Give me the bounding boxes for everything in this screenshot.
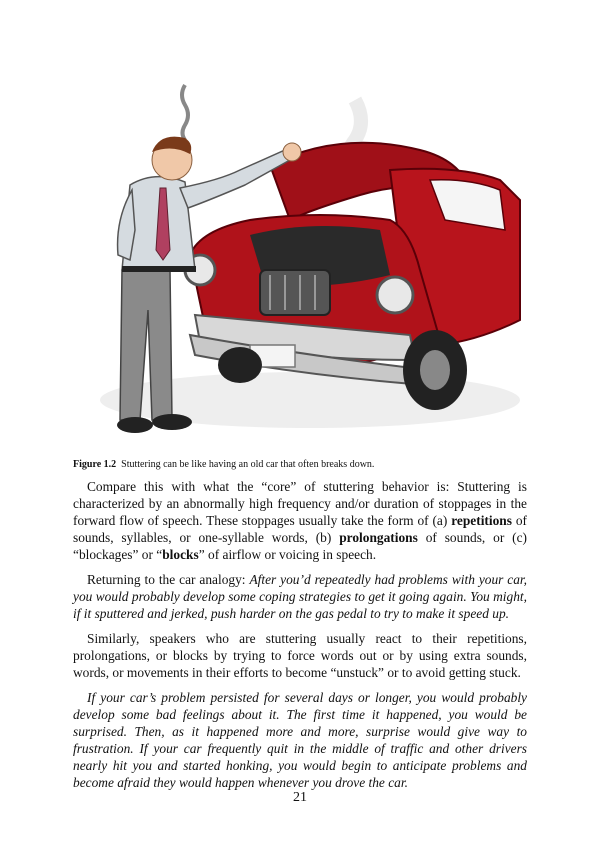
left-shoe	[117, 417, 153, 433]
text-segment: prolongations	[339, 530, 418, 545]
text-segment: After you’d repeatedly had problems with your car, you would probably develop some coping strategies to get it going again. You might, if it sputtered and jerked, push harder on the gas pedal to try to make it speed up.	[73, 572, 528, 621]
text-segment: If your car’s problem persisted for several days or longer, you would probably develop some bad feelings about it. The first time it happened, you would be surprised. Then, as it happened more and more, surprise would give way to frustration. If your car frequently quit in the middle of traffic and other drivers nearly hit you and started honking, you would begin to anticipate problems and become afraid they would happen whenever you drove the car.	[73, 690, 527, 790]
right-headlight	[377, 277, 413, 313]
car-breakdown-illustration	[60, 70, 540, 450]
text-segment: repetitions	[451, 513, 512, 528]
belt	[122, 266, 196, 272]
hand-on-hood	[283, 143, 301, 161]
figure-caption-text: Stuttering can be like having an old car that often breaks down.	[121, 459, 375, 470]
arm-on-hip	[118, 190, 135, 260]
body-text	[73, 478, 527, 799]
text-segment: ” of airflow or voicing in speech.	[198, 547, 377, 562]
figure-label: Figure 1.2	[73, 459, 117, 470]
paragraph-2	[73, 571, 527, 622]
text-segment: of sounds, or (c) “blockages” or “	[73, 530, 527, 562]
text-segment: Similarly, speakers who are stuttering usually react to their repetitions, prolongations, or blocks by trying to force words out or by using extra sounds, words, or movements in their efforts to become “unstuck” or to avoid getting stuck.	[73, 631, 527, 680]
text-segment: Compare this with what the “core” of stuttering behavior is: Stuttering is characterized by an abnormally high frequency and/or duration of stoppages in the forward flow of speech. These stoppages usually take the form of (a)	[73, 479, 527, 528]
smoke-head	[182, 85, 188, 140]
page-number: 21	[293, 790, 307, 805]
paragraph-4	[73, 689, 527, 791]
text-segment: blocks	[162, 547, 199, 562]
text-segment: of sounds, syllables, or one-syllable words, (b)	[73, 513, 527, 545]
text-segment: Returning to the car analogy:	[87, 572, 250, 587]
left-wheel	[218, 347, 262, 383]
illustration-svg	[60, 70, 540, 450]
right-shoe	[152, 414, 192, 430]
paragraph-1	[73, 478, 527, 563]
figure-caption	[73, 458, 533, 472]
raised-arm	[180, 150, 290, 208]
paragraph-3	[73, 630, 527, 681]
